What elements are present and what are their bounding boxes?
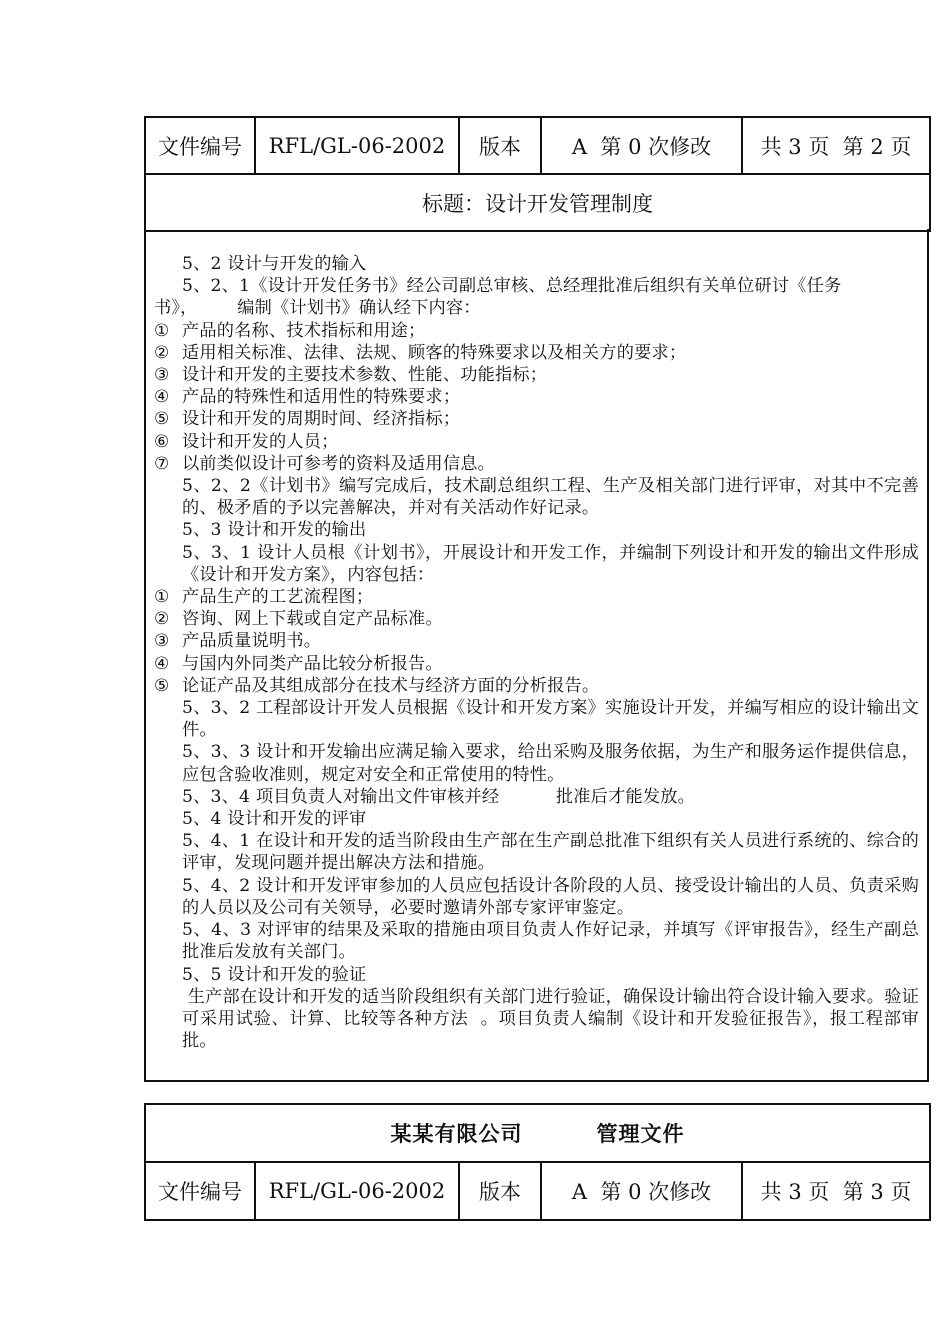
- list-item-text: 与国内外同类产品比较分析报告。: [182, 653, 443, 674]
- list-item-number: ⑥: [154, 431, 170, 452]
- list-item-text: 设计和开发的周期时间、经济指标；: [182, 409, 461, 430]
- section-heading: 5、5 设计和开发的验证: [182, 964, 367, 985]
- paragraph: 5、3、1 设计人员根《计划书》，开展设计和开发工作，并编制下列设计和开发的输出文件形成《设计和开发方案》，内容包括：: [182, 542, 919, 585]
- list-item-number: ⑤: [154, 675, 170, 696]
- list-item: [154, 453, 919, 475]
- list-item: [154, 586, 919, 608]
- requirement-list: [154, 320, 919, 475]
- list-item-text: 产品的名称、技术指标和用途；: [182, 320, 426, 341]
- paragraph: 5、4、2 设计和开发评审参加的人员应包括设计各阶段的人员、接受设计输出的人员、负责采购的人员以及公司有关领导，必要时邀请外部专家评审鉴定。: [182, 875, 919, 918]
- list-item-text: 产品质量说明书。: [182, 631, 322, 652]
- list-item-number: ①: [154, 320, 170, 341]
- document-content: [154, 253, 919, 1052]
- list-item-number: ③: [154, 631, 170, 652]
- list-item-text: 以前类似设计可参考的资料及适用信息。: [182, 453, 495, 474]
- company-name: 某某有限公司: [390, 1121, 523, 1146]
- list-item: [154, 386, 919, 408]
- list-item: [154, 431, 919, 453]
- list-item-text: 咨询、网上下载或自定产品标准。: [182, 609, 443, 630]
- list-item-number: ③: [154, 365, 170, 386]
- list-item-text: 产品的特殊性和适用性的特殊要求；: [182, 387, 461, 408]
- version-label: 版本: [459, 1162, 541, 1220]
- paragraph: 5、3、3 设计和开发输出应满足输入要求，给出采购及服务依据，为生产和服务运作提供信息，应包含验收准则，规定对安全和正常使用的特性。: [182, 742, 919, 785]
- list-item: [154, 675, 919, 697]
- document-body: [144, 229, 929, 1082]
- doc-number-label: 文件编号: [145, 1162, 255, 1220]
- page-count: 共 3 页 第 2 页: [742, 117, 930, 174]
- list-item: [154, 608, 919, 630]
- doc-title: 标题：设计开发管理制度: [145, 174, 930, 231]
- revision: A 第 0 次修改: [541, 117, 742, 174]
- header-table: [144, 116, 931, 232]
- paragraph: 5、2、1《设计开发任务书》经公司副总审核、总经理批准后组织有关单位研讨《任务: [182, 276, 842, 297]
- paragraph: 生产部在设计和开发的适当阶段组织有关部门进行验证，确保设计输出符合设计输入要求。验证可采用试验、计算、比较等各种方法 。项目负责人编制《设计和开发验征报告》，报工程部审批。: [182, 986, 920, 1052]
- list-item: [154, 364, 919, 386]
- page-count: 共 3 页 第 3 页: [742, 1162, 930, 1220]
- list-item: [154, 630, 919, 652]
- list-item: [154, 653, 919, 675]
- list-item: [154, 408, 919, 430]
- paragraph: 5、4、3 对评审的结果及采取的措施由项目负责人作好记录，并填写《评审报告》，经生产副总批准后发放有关部门。: [182, 920, 919, 963]
- list-item-text: 适用相关标准、法律、法规、顾客的特殊要求以及相关方的要求；: [182, 342, 687, 363]
- paragraph: 5、3、4 项目负责人对输出文件审核并经 批准后才能发放。: [182, 786, 696, 807]
- list-item-number: ④: [154, 387, 170, 408]
- section-heading: 5、3 设计和开发的输出: [182, 520, 367, 541]
- list-item-text: 设计和开发的人员；: [182, 431, 339, 452]
- list-item-number: ②: [154, 609, 170, 630]
- paragraph: 5、3、2 工程部设计开发人员根据《设计和开发方案》实施设计开发，并编写相应的设计输出文件。: [182, 698, 919, 741]
- version-label: 版本: [459, 117, 541, 174]
- paragraph: 5、2、2《计划书》编写完成后，技术副总组织工程、生产及相关部门进行评审，对其中不完善的、极矛盾的予以完善解决，并对有关活动作好记录。: [182, 476, 919, 519]
- list-item: [154, 320, 919, 342]
- section-heading: 5、2 设计与开发的输入: [182, 254, 367, 274]
- doc-number-label: 文件编号: [145, 117, 255, 174]
- footer-table: [144, 1103, 931, 1221]
- list-item-text: 论证产品及其组成部分在技术与经济方面的分析报告。: [182, 675, 600, 696]
- list-item-number: ⑦: [154, 453, 170, 474]
- list-item-text: 设计和开发的主要技术参数、性能、功能指标；: [182, 365, 548, 386]
- paragraph: 5、4、1 在设计和开发的适当阶段由生产部在生产副总批准下组织有关人员进行系统的、综合的评审，发现问题并提出解决方法和措施。: [182, 831, 919, 874]
- doc-number: RFL/GL-06-2002: [255, 1162, 459, 1220]
- list-item-text: 产品生产的工艺流程图；: [182, 587, 374, 608]
- doc-type: 管理文件: [596, 1121, 685, 1146]
- list-item-number: ④: [154, 653, 170, 674]
- list-item-number: ①: [154, 587, 170, 608]
- revision: A 第 0 次修改: [541, 1162, 742, 1220]
- paragraph: 书》， 编制《计划书》确认经下内容：: [154, 298, 481, 319]
- company-banner: [145, 1104, 930, 1162]
- doc-number: RFL/GL-06-2002: [255, 117, 459, 174]
- list-item-number: ②: [154, 342, 170, 363]
- list-item: [154, 342, 919, 364]
- list-item-number: ⑤: [154, 409, 170, 430]
- section-heading: 5、4 设计和开发的评审: [182, 809, 367, 830]
- output-list: [154, 586, 919, 697]
